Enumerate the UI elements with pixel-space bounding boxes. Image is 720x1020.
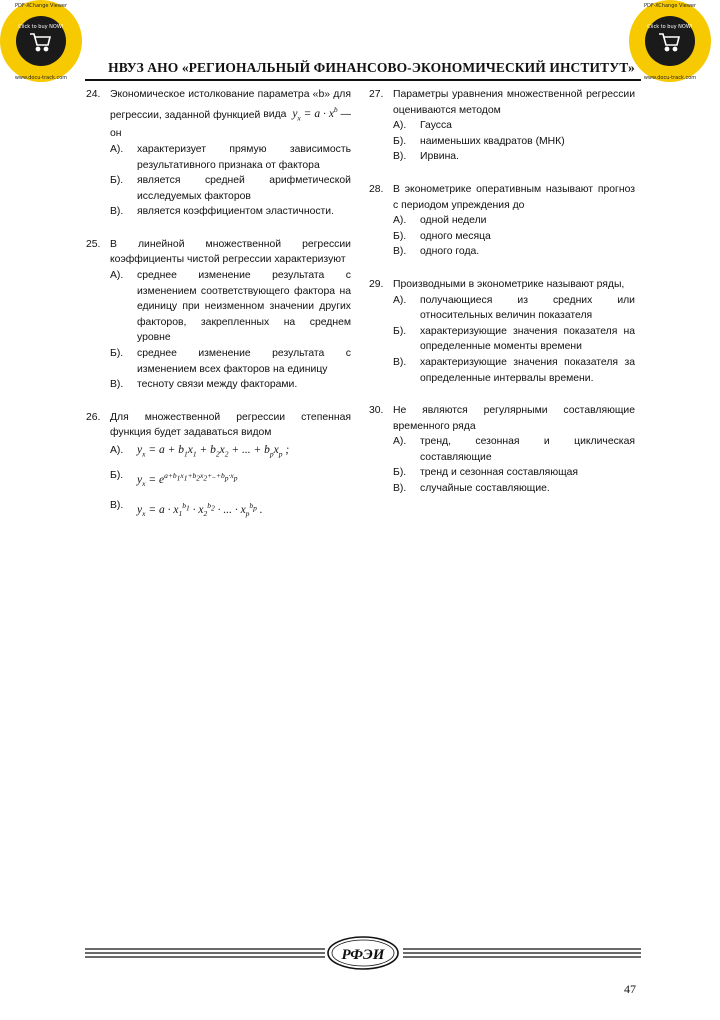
- answer-a: А). Гаусса: [393, 120, 452, 132]
- left-column: [86, 87, 351, 538]
- header-rule: [85, 79, 641, 81]
- question-28: [369, 182, 635, 260]
- question-number: 28.: [369, 183, 384, 195]
- question-number: 25.: [86, 238, 101, 250]
- answer-c: В). является коэффициентом эластичности.: [110, 206, 335, 218]
- badge-text-1: Click to buy NOW!: [18, 24, 64, 30]
- question-29: [369, 277, 635, 386]
- answer-a: А). среднее изменение результата с изменением соответствующего фактора на единицу при неизменном значении других факторов, закрепленных на среднем уровне: [110, 270, 351, 344]
- question-24: [86, 87, 351, 220]
- answer-b: Б). одного месяца: [393, 230, 491, 242]
- badge-text-3: www.docu-track.com: [14, 75, 68, 81]
- question-text: В эконометрике оперативным называют прогноз с периодом упреждения до: [393, 183, 635, 211]
- question-number: 24.: [86, 89, 101, 100]
- question-26: [86, 410, 351, 522]
- formula-line: вида $y_x = a \cdot x^b$ — он: [110, 105, 351, 140]
- answer-c: В). тесноту связи между факторами.: [110, 379, 298, 391]
- answer-a: А). одной недели: [393, 215, 487, 227]
- pdf-xchange-badge[interactable]: [0, 0, 84, 84]
- answer-c: В). одного года.: [393, 246, 480, 258]
- answer-c: В). $y_x = a \cdot x_1^{b_1} \cdot x_2^{b_2}$ · ... · $x_p^{b_p}$ .: [110, 498, 351, 522]
- formula: $y_x = e^{a+b_1x_1+b_2x_2+..+b_p\cdot x_p}$: [137, 470, 238, 489]
- question-text: Производными в эконометрике называют ряды,: [393, 278, 625, 290]
- badge-text-1: Click to buy NOW!: [647, 24, 693, 30]
- question-number: 29.: [369, 278, 384, 290]
- logo-text: РФЭИ: [341, 947, 385, 963]
- badge-text-2: PDF-XChange Viewer: [14, 3, 68, 9]
- answer-b: Б). тренд и сезонная составляющая: [393, 467, 579, 479]
- institute-logo: [326, 935, 400, 971]
- answer-b: Б). наименьших квадратов (МНК): [393, 135, 565, 147]
- answer-a: А). $y_x = a + b_1x_1 + b_2x_2$ + ... + $b_px_p$ ;: [110, 443, 351, 462]
- page-number: 47: [624, 982, 636, 996]
- question-number: 27.: [369, 89, 384, 100]
- answer-b: Б). является средней арифметической исследуемых факторов: [110, 175, 351, 202]
- question-25: [86, 237, 351, 393]
- formula: $y_x = a + b_1x_1 + b_2x_2$ + ... + $b_px_p$ ;: [137, 444, 290, 459]
- answer-c: В). Ирвина.: [393, 151, 459, 163]
- answer-a: А). получающиеся из средних или относительных величин показателя: [393, 294, 635, 322]
- answer-a: А). тренд, сезонная и циклическая составляющие: [393, 436, 635, 463]
- pdf-xchange-badge[interactable]: [627, 0, 713, 84]
- question-text: Не являются регулярными составляющие временного ряда: [393, 405, 635, 432]
- answer-c: В). случайные составляющие.: [393, 483, 550, 495]
- question-text: Для множественной регрессии степенная функция будет задаваться видом: [110, 411, 351, 439]
- formula: $y_x = a \cdot x_1^{b_1} \cdot x_2^{b_2}$ · ... · $x_p^{b_p}$ .: [137, 500, 263, 518]
- answer-b: Б). характеризующие значения показателя на определенные моменты времени: [393, 325, 635, 353]
- question-30: [369, 403, 635, 497]
- badge-text-3: www.docu-track.com: [643, 75, 697, 81]
- question-number: 26.: [86, 411, 101, 423]
- right-column: [369, 87, 635, 514]
- answer-b: Б). $y_x = e^{a+b_1x_1+b_2x_2+..+b_p\cdot x_p}$: [110, 468, 351, 492]
- question-text: Экономическое истолкование параметра «b» для регрессии, заданной функцией вида $y_x = a \cdot x^b$ — он: [110, 89, 351, 140]
- question-text: Параметры уравнения множественной регрессии оцениваются методом: [393, 89, 635, 116]
- page-header: НВУЗ АНО «РЕГИОНАЛЬНЫЙ ФИНАНСОВО-ЭКОНОМИЧЕСКИЙ ИНСТИТУТ»: [108, 60, 635, 75]
- answer-a: А). характеризует прямую зависимость результативного признака от фактора: [110, 143, 351, 171]
- badge-text-2: PDF-XChange Viewer: [643, 3, 697, 9]
- formula: $y_x = a \cdot x^b$: [292, 105, 338, 123]
- answer-b: Б). среднее изменение результата с изменением всех факторов на единицу: [110, 348, 351, 375]
- question-27: [369, 87, 635, 165]
- question-text: В линейной множественной регрессии коэффициенты чистой регрессии характеризуют: [110, 238, 351, 266]
- question-number: 30.: [369, 405, 384, 417]
- answer-c: В). характеризующие значения показателя за определенные интервалы времени.: [393, 356, 635, 384]
